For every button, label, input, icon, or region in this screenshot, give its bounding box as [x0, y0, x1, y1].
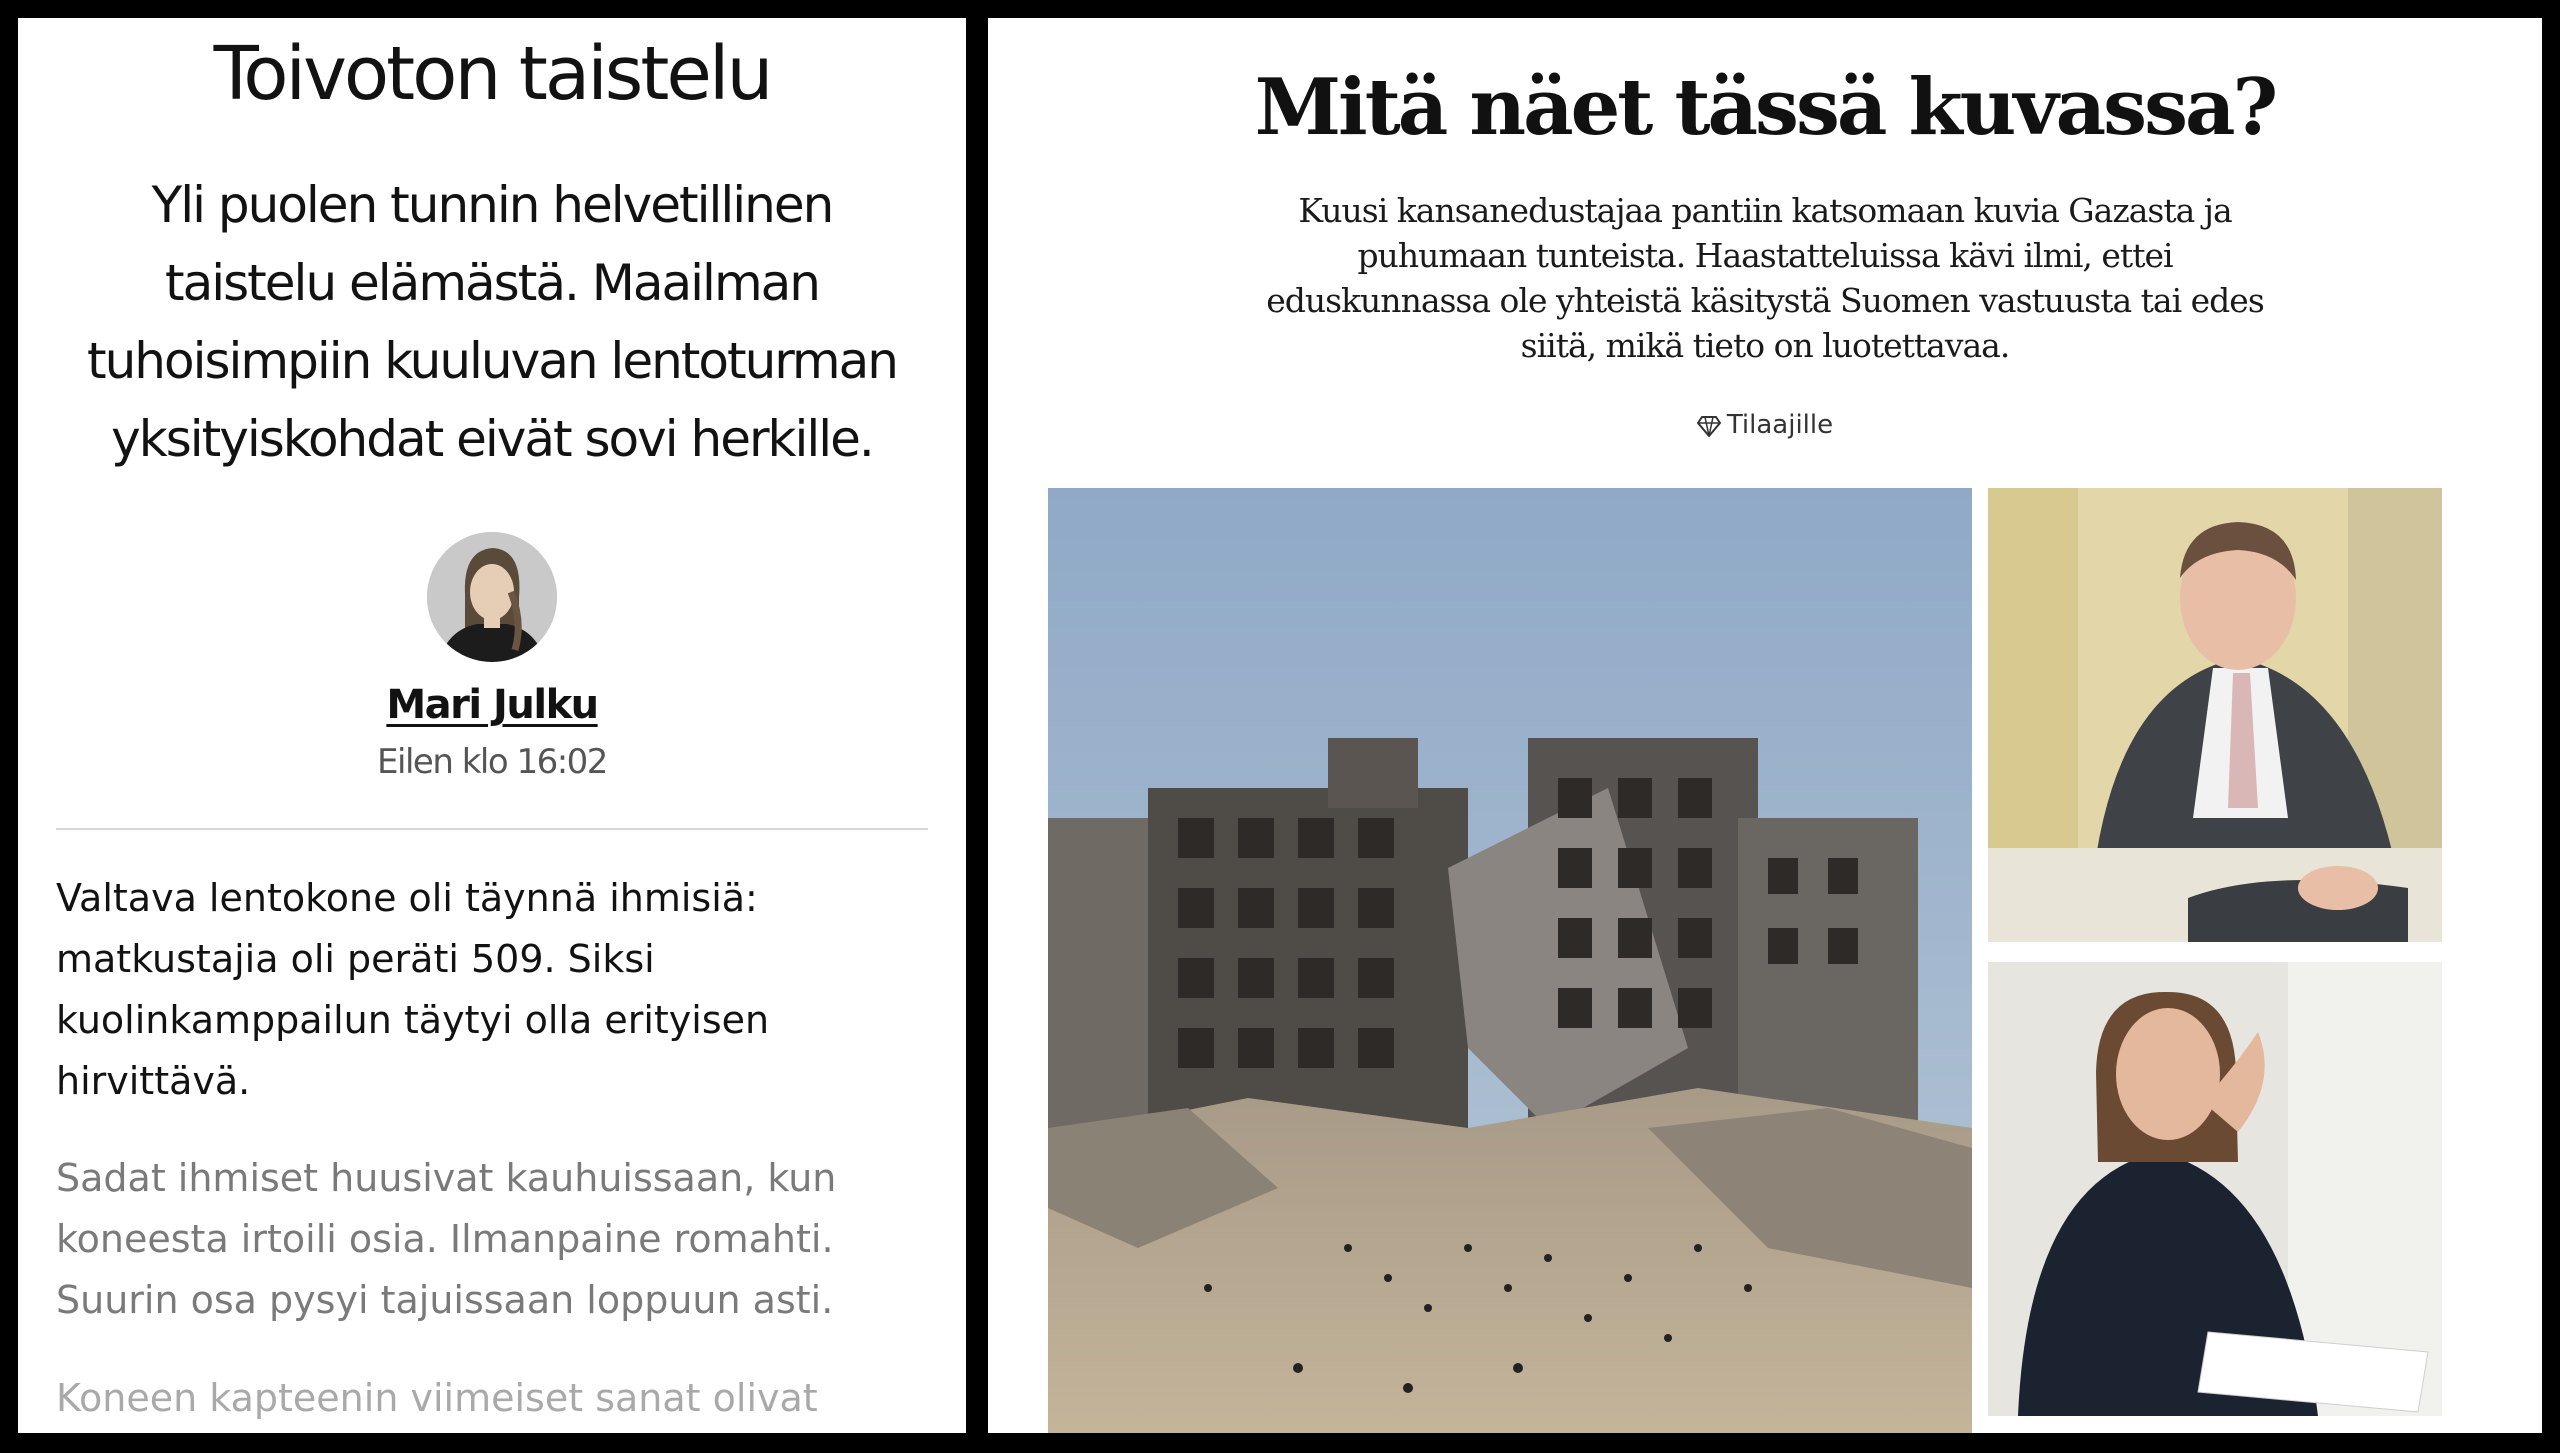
article-title: Toivoton taistelu — [213, 31, 771, 117]
subscribers-label: Tilaajille — [1726, 410, 1834, 440]
article-timestamp: Eilen klo 16:02 — [377, 742, 607, 782]
article-lead: Kuusi kansanedustajaa pantiin katsomaan kuvia Gazasta ja puhumaan tunteista. Haastatteluissa kävi ilmi, ettei eduskunnassa ole yhteistä käsitystä Suomen vastuusta tai edes siitä, mikä tieto on luotettavaa. — [1266, 191, 2264, 365]
politician-woman-photo[interactable] — [1988, 962, 2442, 1416]
author-avatar[interactable] — [427, 532, 557, 662]
article-lead: Yli puolen tunnin helvetillinen taistelu elämästä. Maailman tuhoisimpiin kuuluvan lentoturman yksityiskohdat eivät sovi herkille. — [87, 176, 897, 468]
divider — [56, 828, 928, 830]
left-article-panel — [18, 18, 966, 1433]
article-paragraph: Valtava lentokone oli täynnä ihmisiä: matkustajia oli peräti 509. Siksi kuolinkamppailun täytyi olla erityisen hirvittävä. — [56, 876, 770, 1103]
article-paragraph: Koneen kapteenin viimeiset sanat olivat — [56, 1376, 818, 1420]
gaza-ruins-photo[interactable] — [1048, 488, 1972, 1433]
article-paragraph: Sadat ihmiset huusivat kauhuissaan, kun koneesta irtoili osia. Ilmanpaine romahti. Suurin osa pysyi tajuissaan loppuun asti. — [56, 1156, 837, 1322]
subscribers-badge — [988, 410, 2542, 440]
article-title[interactable]: Mitä näet tässä kuvassa? — [1254, 62, 2276, 153]
right-article-panel — [988, 18, 2542, 1433]
author-name[interactable] — [18, 682, 966, 728]
author-name-link[interactable]: Mari Julku — [386, 682, 598, 728]
politician-man-photo[interactable] — [1988, 488, 2442, 942]
diamond-icon — [1697, 415, 1721, 437]
